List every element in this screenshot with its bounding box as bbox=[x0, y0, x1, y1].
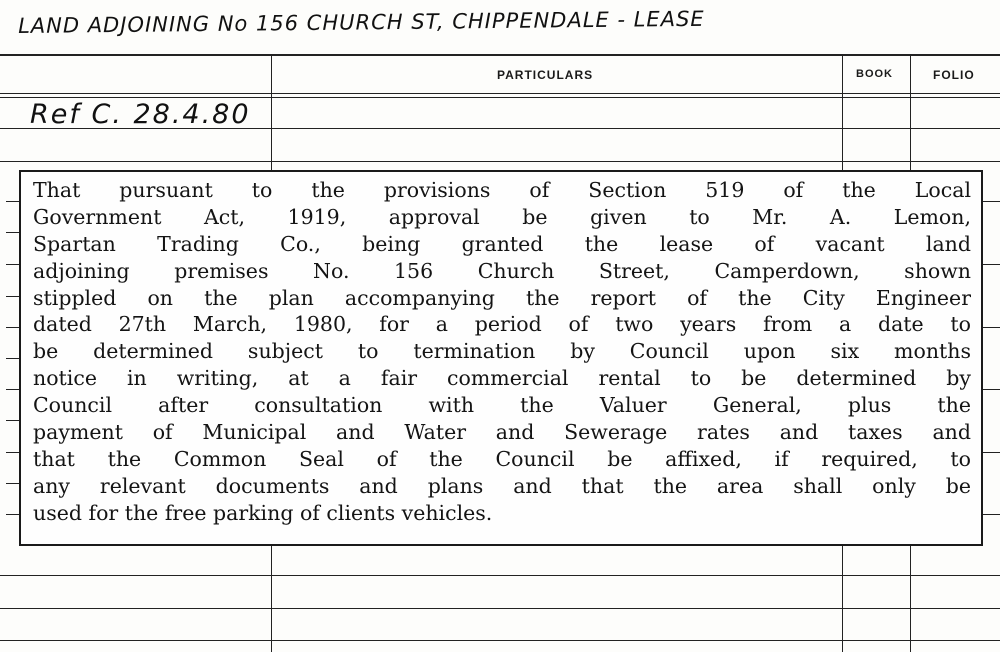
rule-stub bbox=[983, 201, 1000, 202]
rule-stub bbox=[6, 358, 20, 359]
rule-line bbox=[0, 54, 1000, 56]
rule-stub bbox=[6, 264, 20, 265]
resolution-line: Spartan Trading Co., being granted the lease of vacant land bbox=[33, 231, 971, 256]
resolution-line: adjoining premises No. 156 Church Street, Camperdown, shown bbox=[33, 258, 971, 283]
rule-stub bbox=[6, 452, 20, 453]
resolution-line: Government Act, 1919, approval be given to Mr. A. Lemon, bbox=[33, 204, 971, 229]
column-heading-folio: FOLIO bbox=[933, 68, 975, 82]
resolution-line: any relevant documents and plans and that the area shall only be bbox=[33, 473, 971, 498]
rule-stub bbox=[983, 514, 1000, 515]
rule-stub bbox=[6, 514, 20, 515]
resolution-line: stippled on the plan accompanying the report of the City Engineer bbox=[33, 285, 971, 310]
resolution-line: notice in writing, at a fair commercial rental to be determined by bbox=[33, 366, 971, 391]
resolution-line: That pursuant to the provisions of Section 519 of the Local bbox=[33, 178, 971, 202]
rule-stub bbox=[6, 232, 20, 233]
resolution-line: used for the free parking of clients vehicles. bbox=[33, 500, 493, 525]
resolution-text bbox=[33, 177, 971, 527]
column-heading-book: BOOK bbox=[856, 68, 893, 80]
rule-line bbox=[0, 97, 1000, 98]
rule-line bbox=[0, 93, 1000, 94]
rule-stub bbox=[6, 483, 20, 484]
reference-note: Ref C. 28.4.80 bbox=[30, 99, 251, 130]
rule-stub bbox=[6, 389, 20, 390]
rule-stub bbox=[6, 420, 20, 421]
rule-stub bbox=[6, 201, 20, 202]
pasted-resolution-slip bbox=[19, 170, 983, 546]
rule-line bbox=[0, 575, 1000, 576]
rule-line bbox=[0, 161, 1000, 162]
resolution-line: that the Common Seal of the Council be affixed, if required, to bbox=[33, 446, 971, 471]
rule-stub bbox=[6, 327, 20, 328]
resolution-line: payment of Municipal and Water and Sewerage rates and taxes and bbox=[33, 420, 971, 445]
rule-stub bbox=[983, 264, 1000, 265]
rule-line bbox=[0, 608, 1000, 609]
resolution-line: be determined subject to termination by Council upon six months bbox=[33, 339, 971, 364]
resolution-line: dated 27th March, 1980, for a period of two years from a date to bbox=[33, 312, 971, 337]
resolution-line: Council after consultation with the Valuer General, plus the bbox=[33, 393, 971, 418]
column-heading-particulars: PARTICULARS bbox=[497, 68, 594, 82]
rule-stub bbox=[6, 296, 20, 297]
rule-stub bbox=[983, 389, 1000, 390]
rule-stub bbox=[983, 452, 1000, 453]
ledger-heading: LAND ADJOINING No 156 CHURCH ST, CHIPPENDALE - LEASE bbox=[18, 6, 705, 38]
rule-stub bbox=[983, 327, 1000, 328]
rule-line bbox=[0, 640, 1000, 641]
